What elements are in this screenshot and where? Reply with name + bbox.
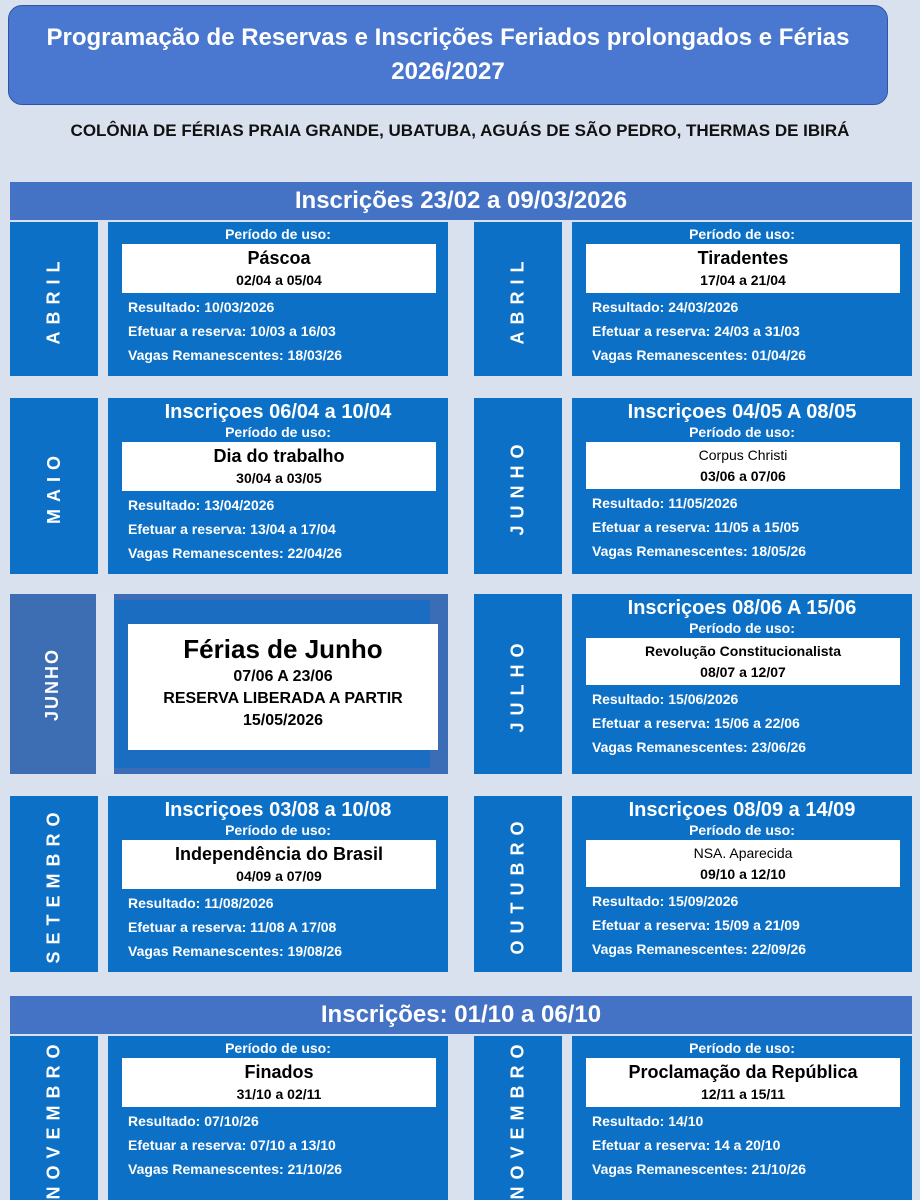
- vagas-text: Vagas Remanescentes: 23/06/26: [592, 739, 807, 755]
- inscricoes-band-2: Inscrições: 01/10 a 06/10: [10, 996, 912, 1034]
- divider: [98, 398, 108, 574]
- card-pascoa: [10, 222, 448, 376]
- divider: [96, 594, 114, 774]
- efetuar-text: Efetuar a reserva: 14 a 20/10: [592, 1137, 781, 1153]
- resultado-text: Resultado: 15/06/2026: [592, 691, 739, 707]
- divider: [562, 796, 572, 972]
- holiday-box: [122, 442, 436, 491]
- card-independencia: [10, 796, 448, 972]
- resultado-text: Resultado: 11/05/2026: [592, 495, 738, 511]
- holiday-box: [122, 1058, 436, 1107]
- month-label: JULHO: [474, 594, 562, 774]
- holiday-dates: 31/10 a 02/11: [236, 1086, 322, 1102]
- page-title-text: Programação de Reservas e Inscrições Feriados prolongados e Férias 2026/2027: [46, 24, 850, 85]
- month-label: ABRIL: [474, 222, 562, 376]
- periodo-label: Período de uso:: [225, 822, 331, 838]
- inscricoes-heading: Inscriçoes 03/08 a 10/08: [164, 799, 392, 821]
- holiday-box: [586, 1058, 900, 1107]
- holiday-name: Independência do Brasil: [174, 844, 384, 864]
- efetuar-text: Efetuar a reserva: 24/03 a 31/03: [592, 323, 800, 339]
- periodo-label: Período de uso:: [689, 1040, 795, 1056]
- vagas-text: Vagas Remanescentes: 18/03/26: [128, 347, 343, 363]
- efetuar-text: Efetuar a reserva: 07/10 a 13/10: [128, 1137, 336, 1153]
- resultado-text: Resultado: 11/08/2026: [128, 895, 274, 911]
- holiday-box: [586, 442, 900, 489]
- periodo-label: Período de uso:: [225, 226, 331, 242]
- divider: [98, 1036, 108, 1200]
- card-dia-do-trabalho: [10, 398, 448, 574]
- vagas-text: Vagas Remanescentes: 22/09/26: [592, 941, 807, 957]
- card-corpus-christi: [474, 398, 912, 574]
- ferias-dates: 07/06 A 23/06: [233, 668, 333, 685]
- vagas-text: Vagas Remanescentes: 22/04/26: [128, 545, 343, 561]
- card-tiradentes: [474, 222, 912, 376]
- holiday-name: Dia do trabalho: [213, 446, 345, 466]
- periodo-label: Período de uso:: [689, 226, 795, 242]
- efetuar-text: Efetuar a reserva: 10/03 a 16/03: [128, 323, 336, 339]
- holiday-dates: 17/04 a 21/04: [700, 272, 786, 288]
- holiday-dates: 03/06 a 07/06: [700, 468, 786, 484]
- holiday-name: NSA. Aparecida: [693, 845, 793, 861]
- ferias-title: Férias de Junho: [183, 634, 383, 664]
- holiday-dates: 08/07 a 12/07: [700, 664, 786, 680]
- inscricoes-band-1: Inscrições 23/02 a 09/03/2026: [10, 182, 912, 220]
- month-label: MAIO: [10, 398, 98, 574]
- holiday-dates: 30/04 a 03/05: [236, 470, 322, 486]
- holiday-box: [586, 638, 900, 685]
- card-revolucao: [474, 594, 912, 774]
- inscricoes-heading: Inscriçoes 06/04 a 10/04: [164, 401, 392, 423]
- month-label: SETEMBRO: [10, 796, 98, 972]
- ferias-reserva-date: 15/05/2026: [242, 712, 324, 729]
- holiday-box: [122, 244, 436, 293]
- card-finados: [10, 1036, 448, 1200]
- month-label: JUNHO: [474, 398, 562, 574]
- divider: [98, 796, 108, 972]
- divider: [562, 594, 572, 774]
- month-label: NOVEMBRO: [474, 1036, 562, 1200]
- periodo-label: Período de uso:: [689, 424, 795, 440]
- divider: [562, 222, 572, 376]
- resultado-text: Resultado: 14/10: [592, 1113, 704, 1129]
- divider: [98, 222, 108, 376]
- vagas-text: Vagas Remanescentes: 18/05/26: [592, 543, 807, 559]
- holiday-name: Revolução Constitucionalista: [644, 643, 842, 659]
- holiday-name: Páscoa: [247, 248, 311, 268]
- holiday-name: Proclamação da República: [628, 1062, 858, 1082]
- holiday-name: Tiradentes: [697, 248, 789, 268]
- holiday-dates: 12/11 a 15/11: [700, 1086, 786, 1102]
- holiday-dates: 02/04 a 05/04: [236, 272, 322, 288]
- vagas-text: Vagas Remanescentes: 01/04/26: [592, 347, 807, 363]
- page-title: [8, 5, 888, 105]
- ferias-reserva: RESERVA LIBERADA A PARTIR: [163, 690, 403, 707]
- ferias-box: [128, 624, 438, 750]
- periodo-label: Período de uso:: [689, 822, 795, 838]
- holiday-box: [122, 840, 436, 889]
- page-subtitle: COLÔNIA DE FÉRIAS PRAIA GRANDE, UBATUBA, AGUÁS DE SÃO PEDRO, THERMAS DE IBIRÁ: [70, 121, 850, 140]
- month-label: NOVEMBRO: [10, 1036, 98, 1200]
- holiday-box: [586, 840, 900, 887]
- holiday-name: Corpus Christi: [698, 447, 788, 463]
- holiday-box: [586, 244, 900, 293]
- vagas-text: Vagas Remanescentes: 21/10/26: [128, 1161, 343, 1177]
- efetuar-text: Efetuar a reserva: 13/04 a 17/04: [128, 521, 336, 537]
- divider: [562, 1036, 572, 1200]
- periodo-label: Período de uso:: [225, 424, 331, 440]
- card-ferias-de-junho: [10, 594, 448, 774]
- holiday-dates: 09/10 a 12/10: [700, 866, 786, 882]
- inscricoes-heading: Inscriçoes 08/06 A 15/06: [627, 597, 857, 619]
- vagas-text: Vagas Remanescentes: 19/08/26: [128, 943, 343, 959]
- month-label: JUNHO: [10, 594, 96, 774]
- month-label: ABRIL: [10, 222, 98, 376]
- divider: [562, 398, 572, 574]
- month-label: OUTUBRO: [474, 796, 562, 972]
- card-proclamacao: [474, 1036, 912, 1200]
- inscricoes-heading: Inscriçoes 08/09 a 14/09: [628, 799, 856, 821]
- card-aparecida: [474, 796, 912, 972]
- inscricoes-heading: Inscriçoes 04/05 A 08/05: [627, 401, 857, 423]
- vagas-text: Vagas Remanescentes: 21/10/26: [592, 1161, 807, 1177]
- resultado-text: Resultado: 15/09/2026: [592, 893, 739, 909]
- efetuar-text: Efetuar a reserva: 11/08 A 17/08: [128, 919, 337, 935]
- efetuar-text: Efetuar a reserva: 15/09 a 21/09: [592, 917, 800, 933]
- periodo-label: Período de uso:: [689, 620, 795, 636]
- efetuar-text: Efetuar a reserva: 15/06 a 22/06: [592, 715, 800, 731]
- resultado-text: Resultado: 13/04/2026: [128, 497, 275, 513]
- resultado-text: Resultado: 10/03/2026: [128, 299, 275, 315]
- periodo-label: Período de uso:: [225, 1040, 331, 1056]
- holiday-name: Finados: [244, 1062, 314, 1082]
- resultado-text: Resultado: 07/10/26: [128, 1113, 259, 1129]
- efetuar-text: Efetuar a reserva: 11/05 a 15/05: [592, 519, 800, 535]
- resultado-text: Resultado: 24/03/2026: [592, 299, 739, 315]
- holiday-dates: 04/09 a 07/09: [236, 868, 322, 884]
